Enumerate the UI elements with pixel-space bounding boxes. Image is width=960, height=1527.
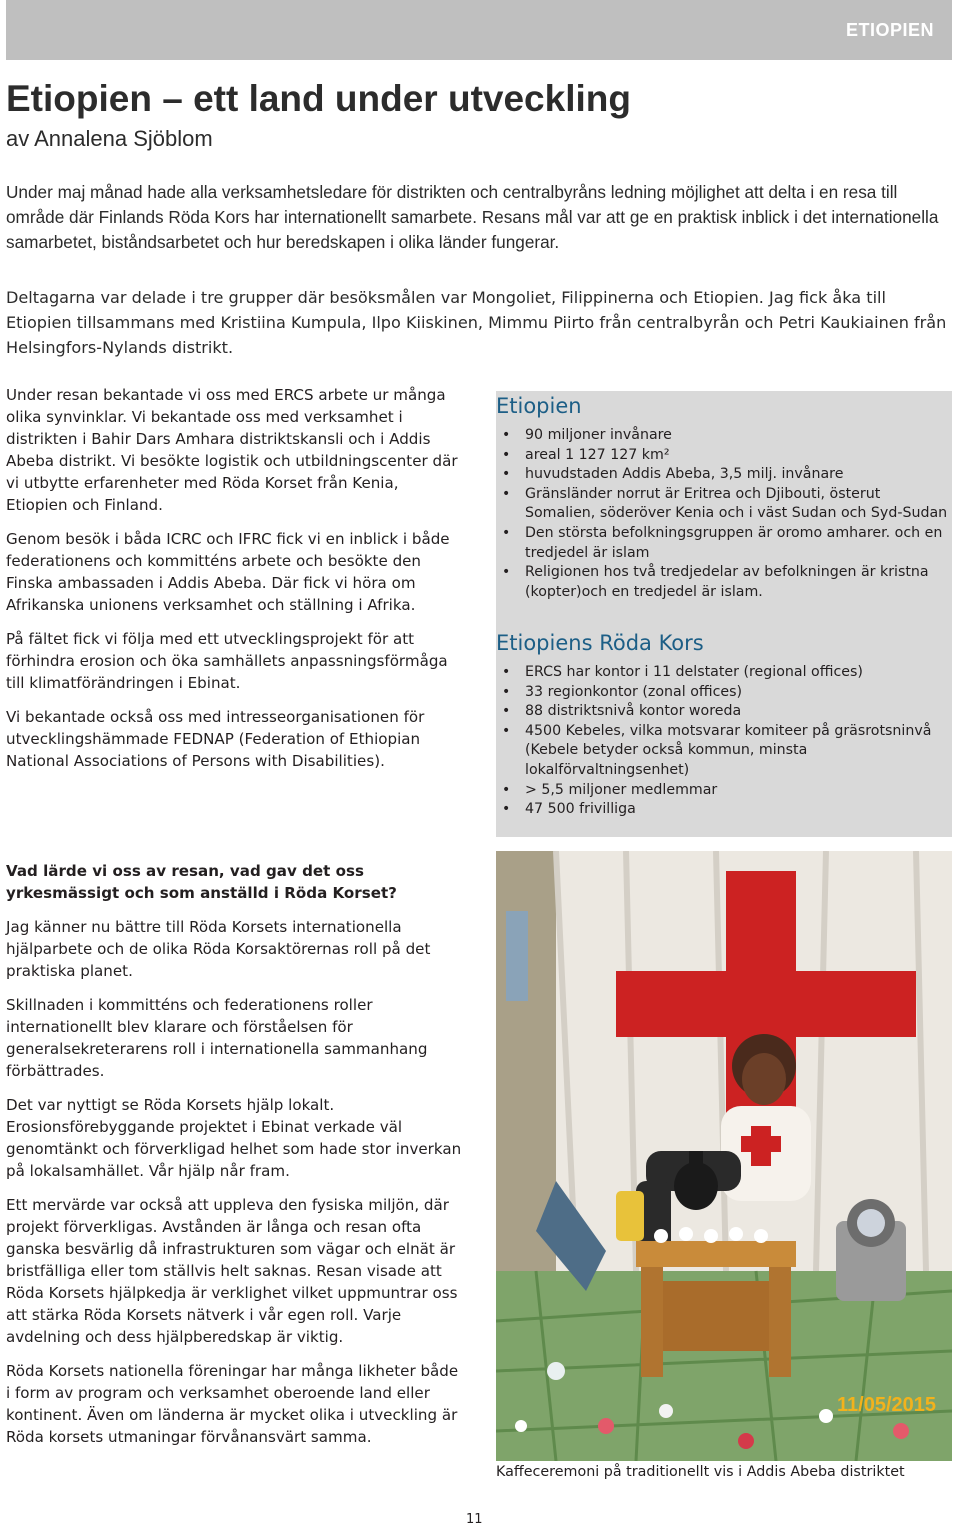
fact-item: • 47 500 frivilliga [496, 800, 952, 820]
left-column-top [6, 384, 464, 784]
fact-box-heading-red-cross: Etiopiens Röda Kors [496, 631, 704, 655]
fact-list-red-cross [496, 663, 952, 820]
fact-item: • ERCS har kontor i 11 delstater (regional offices) [496, 663, 952, 683]
page-number: 11 [466, 1512, 483, 1527]
body-paragraph: Skillnaden i kommitténs och federationens roller internationellt blev klarare och förståelsen för generalsekreterarens roll i internationella sammanhang förbättrades. [6, 996, 428, 1080]
photo-illustration [496, 851, 952, 1461]
article-title: Etiopien – ett land under utveckling [6, 78, 631, 119]
fact-box [496, 391, 952, 837]
coffee-ceremony-photo [496, 851, 952, 1461]
intro-paragraph-1: Under maj månad hade alla verksamhetsledare för distrikten och centralbyråns ledning möjlighet att delta i en resa till område där Finlands Röda Kors har internationellt samarbete. Resans mål var att ge en praktisk inblick i det internationella samarbetet, biståndsarbetet och hur beredskapen i olika länder fungerar. [6, 182, 939, 252]
photo-caption: Kaffeceremoni på traditionellt vis i Addis Abeba distriktet [496, 1464, 905, 1480]
fact-item: • 33 regionkontor (zonal offices) [496, 683, 952, 703]
fact-item: • Religionen hos två tredjedelar av befolkningen är kristna (kopter)och en tredjedel är islam. [496, 563, 952, 602]
body-paragraph: Under resan bekantade vi oss med ERCS arbete ur många olika synvinklar. Vi bekantade oss med verksamhet i distrikten i Bahir Dars Amhara distriktskansli och i Addis Abeba distrikt. Vi besökte logistik och utbildningscenter där vi utbytte erfarenheter med Röda Korset från Kenia, Etiopien och Finland. [6, 386, 458, 514]
fact-item: • 90 miljoner invånare [496, 426, 952, 446]
intro-paragraph-2: Deltagarna var delade i tre grupper där besöksmålen var Mongoliet, Filippinerna och Etiopien. Jag fick åka till Etiopien tillsammans med Kristiina Kumpula, Ilpo Kiiskinen, Mimmu Piirto från centralbyrån och Petri Kaukiainen från Helsingfors-Nylands distrikt. [6, 288, 947, 357]
fact-item: • areal 1 127 127 km² [496, 446, 952, 466]
section-subheading: Vad lärde vi oss av resan, vad gav det oss yrkesmässigt och som anställd i Röda Korset? [6, 862, 397, 902]
body-paragraph: Jag känner nu bättre till Röda Korsets internationella hjälparbete och de olika Röda Korsaktörernas roll på det praktiska planet. [6, 918, 431, 980]
section-label: ETIOPIEN [845, 20, 934, 40]
body-paragraph: Ett mervärde var också att uppleva den fysiska miljön, där projekt förverkligas. Avstånden är långa och resan ofta ganska besvärlig då infrastrukturen som vägar och elnät är bristfälliga eller tom ställvis helt saknas. Resan visade att Röda Korsets hjälpkedja är verklighet vilket uppmuntrar oss att stärka Röda Korsets nätverk i vår egen roll. Varje avdelning och dess hjälpberedskap är viktig. [6, 1196, 458, 1346]
photo-date-stamp: 11/05/2015 [837, 1394, 936, 1416]
fact-item: • Gränsländer norrut är Eritrea och Djibouti, österut Somalien, söderöver Kenia och i väst Sudan och Syd-Sudan [496, 485, 952, 524]
left-column-bottom [6, 860, 464, 1460]
body-paragraph: Röda Korsets nationella föreningar har många likheter både i form av program och verksamhet oberoende land eller kontinent. Även om länderna är mycket olika i utveckling är Röda korsets utmaningar förvånansvärt samma. [6, 1362, 459, 1446]
body-paragraph: Genom besök i båda ICRC och IFRC fick vi en inblick i både federationens och kommitténs arbete och besökte den Finska ambassaden i Addis Abeba. Där fick vi höra om Afrikanska unionens verksamhet och ställning i Afrika. [6, 530, 450, 614]
fact-item: • 88 distriktsnivå kontor woreda [496, 702, 952, 722]
fact-box-heading-ethiopia: Etiopien [496, 394, 582, 418]
section-header-bar [6, 0, 952, 60]
fact-item: • 4500 Kebeles, vilka motsvarar komiteer på gräsrotsninvå (Kebele betyder också kommun, minsta lokalförvaltningsenhet) [496, 722, 952, 781]
body-paragraph: På fältet fick vi följa med ett utvecklingsprojekt för att förhindra erosion och öka samhällets anpassningsförmåga till klimatförändringen i Ebinat. [6, 630, 448, 692]
fact-item: • huvudstaden Addis Abeba, 3,5 milj. invånare [496, 465, 952, 485]
body-paragraph: Det var nyttigt se Röda Korsets hjälp lokalt. Erosionsförebyggande projektet i Ebinat verkade väl genomtänkt och förverkligad helhet som hade stor inverkan på lokalsamhället. Vår hjälp når fram. [6, 1096, 462, 1180]
fact-item: • > 5,5 miljoner medlemmar [496, 781, 952, 801]
article-byline: av Annalena Sjöblom [6, 126, 213, 151]
body-paragraph: Vi bekantade också oss med intresseorganisationen för utvecklingshämmade FEDNAP (Federation of Ethiopian National Associations of Persons with Disabilities). [6, 708, 425, 770]
fact-list-ethiopia [496, 426, 952, 602]
fact-item: • Den största befolkningsgruppen är oromo amharer. och en tredjedel är islam [496, 524, 952, 563]
